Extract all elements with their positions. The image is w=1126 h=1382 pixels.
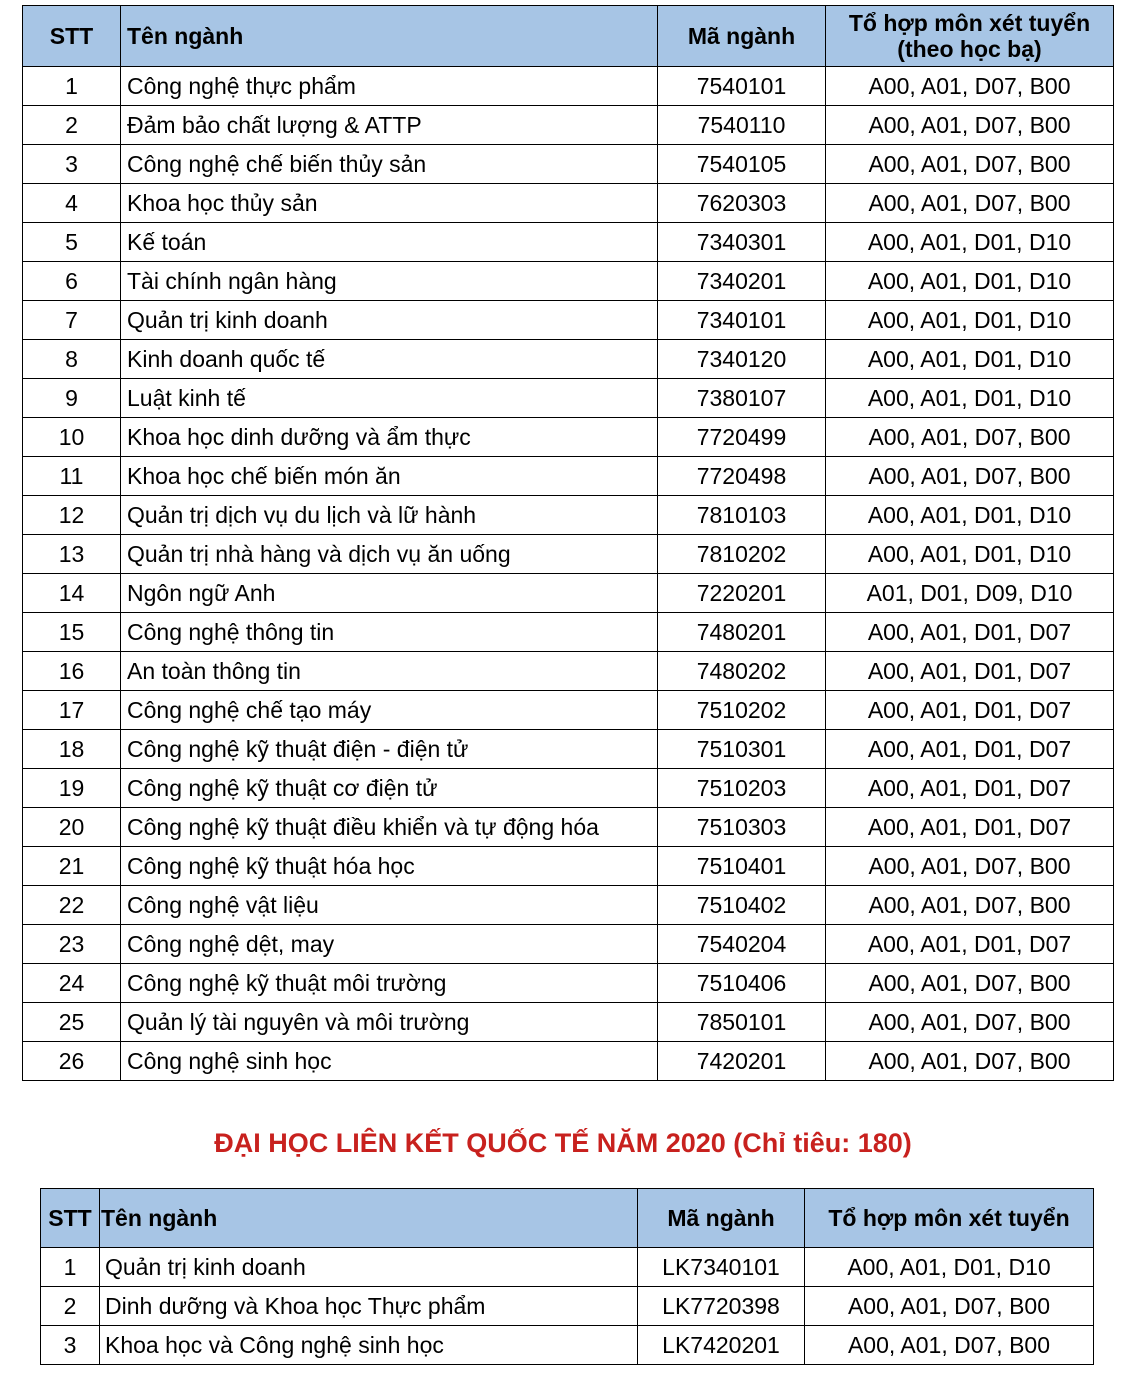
row-major-code: 7480202 bbox=[658, 652, 826, 691]
table-row bbox=[23, 418, 1114, 457]
row-subject-combo: A00, A01, D07, B00 bbox=[826, 145, 1114, 184]
header-major-name: Tên ngành bbox=[121, 6, 658, 67]
table-row bbox=[23, 730, 1114, 769]
row-subject-combo: A00, A01, D01, D10 bbox=[826, 223, 1114, 262]
row-major-name: Ngôn ngữ Anh bbox=[121, 574, 658, 613]
header-subject-combo: Tổ hợp môn xét tuyển bbox=[805, 1189, 1094, 1248]
row-major-code: 7850101 bbox=[658, 1003, 826, 1042]
row-major-name: Dinh dưỡng và Khoa học Thực phẩm bbox=[100, 1287, 638, 1326]
row-major-name: Khoa học chế biến món ăn bbox=[121, 457, 658, 496]
row-stt: 21 bbox=[23, 847, 121, 886]
table-row bbox=[23, 340, 1114, 379]
row-stt: 22 bbox=[23, 886, 121, 925]
row-major-code: 7720499 bbox=[658, 418, 826, 457]
row-major-name: Đảm bảo chất lượng & ATTP bbox=[121, 106, 658, 145]
row-stt: 8 bbox=[23, 340, 121, 379]
header-major-name: Tên ngành bbox=[100, 1189, 638, 1248]
row-stt: 20 bbox=[23, 808, 121, 847]
row-major-code: 7810103 bbox=[658, 496, 826, 535]
row-major-code: 7810202 bbox=[658, 535, 826, 574]
row-subject-combo: A00, A01, D07, B00 bbox=[826, 106, 1114, 145]
row-subject-combo: A00, A01, D07, B00 bbox=[826, 1042, 1114, 1081]
row-major-code: 7380107 bbox=[658, 379, 826, 418]
row-major-code: 7340101 bbox=[658, 301, 826, 340]
table-header-row bbox=[23, 6, 1114, 67]
row-subject-combo: A00, A01, D07, B00 bbox=[826, 418, 1114, 457]
row-stt: 4 bbox=[23, 184, 121, 223]
table-row bbox=[23, 886, 1114, 925]
row-major-name: Khoa học và Công nghệ sinh học bbox=[100, 1326, 638, 1365]
row-stt: 15 bbox=[23, 613, 121, 652]
row-stt: 2 bbox=[23, 106, 121, 145]
row-major-code: 7510303 bbox=[658, 808, 826, 847]
row-major-code: 7510203 bbox=[658, 769, 826, 808]
row-stt: 3 bbox=[23, 145, 121, 184]
row-major-name: Khoa học thủy sản bbox=[121, 184, 658, 223]
table-row bbox=[23, 769, 1114, 808]
row-subject-combo: A00, A01, D07, B00 bbox=[826, 457, 1114, 496]
header-subject-combo-note: (theo học bạ) bbox=[897, 36, 1042, 62]
row-subject-combo: A00, A01, D07, B00 bbox=[826, 847, 1114, 886]
row-stt: 14 bbox=[23, 574, 121, 613]
header-stt: STT bbox=[23, 6, 121, 67]
row-subject-combo: A00, A01, D01, D07 bbox=[826, 652, 1114, 691]
row-major-code: 7510402 bbox=[658, 886, 826, 925]
row-major-code: 7720498 bbox=[658, 457, 826, 496]
table-row bbox=[41, 1287, 1094, 1326]
row-major-code: 7340301 bbox=[658, 223, 826, 262]
row-major-name: Công nghệ dệt, may bbox=[121, 925, 658, 964]
row-stt: 23 bbox=[23, 925, 121, 964]
row-subject-combo: A00, A01, D01, D10 bbox=[826, 340, 1114, 379]
row-major-code: 7620303 bbox=[658, 184, 826, 223]
table-row bbox=[23, 496, 1114, 535]
row-major-name: Luật kinh tế bbox=[121, 379, 658, 418]
row-major-code: 7220201 bbox=[658, 574, 826, 613]
row-stt: 7 bbox=[23, 301, 121, 340]
row-subject-combo: A00, A01, D01, D10 bbox=[826, 379, 1114, 418]
majors-table-body bbox=[23, 67, 1114, 1081]
row-major-name: Công nghệ chế biến thủy sản bbox=[121, 145, 658, 184]
row-stt: 19 bbox=[23, 769, 121, 808]
row-stt: 1 bbox=[23, 67, 121, 106]
row-major-name: Khoa học dinh dưỡng và ẩm thực bbox=[121, 418, 658, 457]
row-major-name: Quản trị dịch vụ du lịch và lữ hành bbox=[121, 496, 658, 535]
row-subject-combo: A00, A01, D07, B00 bbox=[826, 964, 1114, 1003]
table-row bbox=[23, 691, 1114, 730]
row-stt: 12 bbox=[23, 496, 121, 535]
row-stt: 13 bbox=[23, 535, 121, 574]
row-major-name: Tài chính ngân hàng bbox=[121, 262, 658, 301]
row-major-name: Công nghệ thực phẩm bbox=[121, 67, 658, 106]
row-stt: 5 bbox=[23, 223, 121, 262]
row-subject-combo: A00, A01, D01, D10 bbox=[826, 301, 1114, 340]
row-major-name: Quản trị kinh doanh bbox=[100, 1248, 638, 1287]
table-row bbox=[23, 67, 1114, 106]
header-subject-combo-label: Tổ hợp môn xét tuyển bbox=[848, 10, 1091, 36]
row-stt: 6 bbox=[23, 262, 121, 301]
table-row bbox=[41, 1326, 1094, 1365]
row-major-code: 7540204 bbox=[658, 925, 826, 964]
row-subject-combo: A01, D01, D09, D10 bbox=[826, 574, 1114, 613]
row-major-name: Kinh doanh quốc tế bbox=[121, 340, 658, 379]
row-subject-combo: A00, A01, D01, D10 bbox=[826, 496, 1114, 535]
row-stt: 2 bbox=[41, 1287, 100, 1326]
row-major-code: 7540101 bbox=[658, 67, 826, 106]
row-major-code: LK7420201 bbox=[638, 1326, 805, 1365]
row-major-name: An toàn thông tin bbox=[121, 652, 658, 691]
table-row bbox=[23, 145, 1114, 184]
row-major-code: 7510202 bbox=[658, 691, 826, 730]
row-subject-combo: A00, A01, D07, B00 bbox=[805, 1287, 1094, 1326]
table-row bbox=[23, 1042, 1114, 1081]
table-row bbox=[23, 535, 1114, 574]
row-stt: 1 bbox=[41, 1248, 100, 1287]
row-subject-combo: A00, A01, D07, B00 bbox=[826, 67, 1114, 106]
row-major-name: Quản lý tài nguyên và môi trường bbox=[121, 1003, 658, 1042]
row-subject-combo: A00, A01, D07, B00 bbox=[826, 886, 1114, 925]
table-row bbox=[41, 1248, 1094, 1287]
header-major-code: Mã ngành bbox=[658, 6, 826, 67]
table-row bbox=[23, 262, 1114, 301]
row-stt: 3 bbox=[41, 1326, 100, 1365]
row-major-name: Công nghệ thông tin bbox=[121, 613, 658, 652]
row-major-code: 7540105 bbox=[658, 145, 826, 184]
row-major-name: Công nghệ kỹ thuật môi trường bbox=[121, 964, 658, 1003]
row-major-name: Quản trị nhà hàng và dịch vụ ăn uống bbox=[121, 535, 658, 574]
row-major-code: 7340201 bbox=[658, 262, 826, 301]
header-stt: STT bbox=[41, 1189, 100, 1248]
row-major-name: Công nghệ sinh học bbox=[121, 1042, 658, 1081]
table-row bbox=[23, 223, 1114, 262]
row-subject-combo: A00, A01, D01, D07 bbox=[826, 769, 1114, 808]
row-major-code: 7510401 bbox=[658, 847, 826, 886]
row-major-code: 7540110 bbox=[658, 106, 826, 145]
row-major-code: 7510406 bbox=[658, 964, 826, 1003]
row-stt: 9 bbox=[23, 379, 121, 418]
row-major-name: Công nghệ kỹ thuật hóa học bbox=[121, 847, 658, 886]
table-row bbox=[23, 613, 1114, 652]
row-stt: 18 bbox=[23, 730, 121, 769]
row-stt: 26 bbox=[23, 1042, 121, 1081]
row-stt: 17 bbox=[23, 691, 121, 730]
row-major-code: 7420201 bbox=[658, 1042, 826, 1081]
table-row bbox=[23, 574, 1114, 613]
row-major-name: Kế toán bbox=[121, 223, 658, 262]
row-stt: 10 bbox=[23, 418, 121, 457]
row-major-name: Công nghệ kỹ thuật điều khiển và tự động hóa bbox=[121, 808, 658, 847]
row-subject-combo: A00, A01, D01, D07 bbox=[826, 925, 1114, 964]
row-major-code: 7340120 bbox=[658, 340, 826, 379]
table-row bbox=[23, 301, 1114, 340]
table-row bbox=[23, 1003, 1114, 1042]
table-row bbox=[23, 379, 1114, 418]
row-subject-combo: A00, A01, D07, B00 bbox=[826, 184, 1114, 223]
row-subject-combo: A00, A01, D01, D07 bbox=[826, 613, 1114, 652]
row-stt: 16 bbox=[23, 652, 121, 691]
row-major-code: LK7340101 bbox=[638, 1248, 805, 1287]
row-subject-combo: A00, A01, D01, D07 bbox=[826, 808, 1114, 847]
table-row bbox=[23, 652, 1114, 691]
row-stt: 24 bbox=[23, 964, 121, 1003]
majors-table bbox=[22, 5, 1114, 1081]
row-stt: 11 bbox=[23, 457, 121, 496]
row-subject-combo: A00, A01, D01, D10 bbox=[826, 535, 1114, 574]
intl-section-title: ĐẠI HỌC LIÊN KẾT QUỐC TẾ NĂM 2020 (Chỉ tiêu: 180) bbox=[214, 1128, 912, 1158]
row-subject-combo: A00, A01, D07, B00 bbox=[826, 1003, 1114, 1042]
table-row bbox=[23, 808, 1114, 847]
row-major-code: LK7720398 bbox=[638, 1287, 805, 1326]
header-major-code: Mã ngành bbox=[638, 1189, 805, 1248]
row-major-name: Công nghệ kỹ thuật cơ điện tử bbox=[121, 769, 658, 808]
table-row bbox=[23, 457, 1114, 496]
row-major-code: 7480201 bbox=[658, 613, 826, 652]
row-stt: 25 bbox=[23, 1003, 121, 1042]
row-major-name: Công nghệ chế tạo máy bbox=[121, 691, 658, 730]
row-major-name: Công nghệ kỹ thuật điện - điện tử bbox=[121, 730, 658, 769]
row-subject-combo: A00, A01, D01, D07 bbox=[826, 691, 1114, 730]
row-subject-combo: A00, A01, D01, D07 bbox=[826, 730, 1114, 769]
row-subject-combo: A00, A01, D01, D10 bbox=[805, 1248, 1094, 1287]
row-major-name: Công nghệ vật liệu bbox=[121, 886, 658, 925]
table-row bbox=[23, 184, 1114, 223]
row-subject-combo: A00, A01, D01, D10 bbox=[826, 262, 1114, 301]
table-row bbox=[23, 106, 1114, 145]
row-major-code: 7510301 bbox=[658, 730, 826, 769]
intl-majors-table-body bbox=[41, 1248, 1094, 1365]
table-row bbox=[23, 925, 1114, 964]
table-header-row bbox=[41, 1189, 1094, 1248]
table-row bbox=[23, 847, 1114, 886]
row-major-name: Quản trị kinh doanh bbox=[121, 301, 658, 340]
intl-majors-table bbox=[40, 1188, 1094, 1365]
table-row bbox=[23, 964, 1114, 1003]
row-subject-combo: A00, A01, D07, B00 bbox=[805, 1326, 1094, 1365]
header-subject-combo bbox=[826, 6, 1114, 67]
